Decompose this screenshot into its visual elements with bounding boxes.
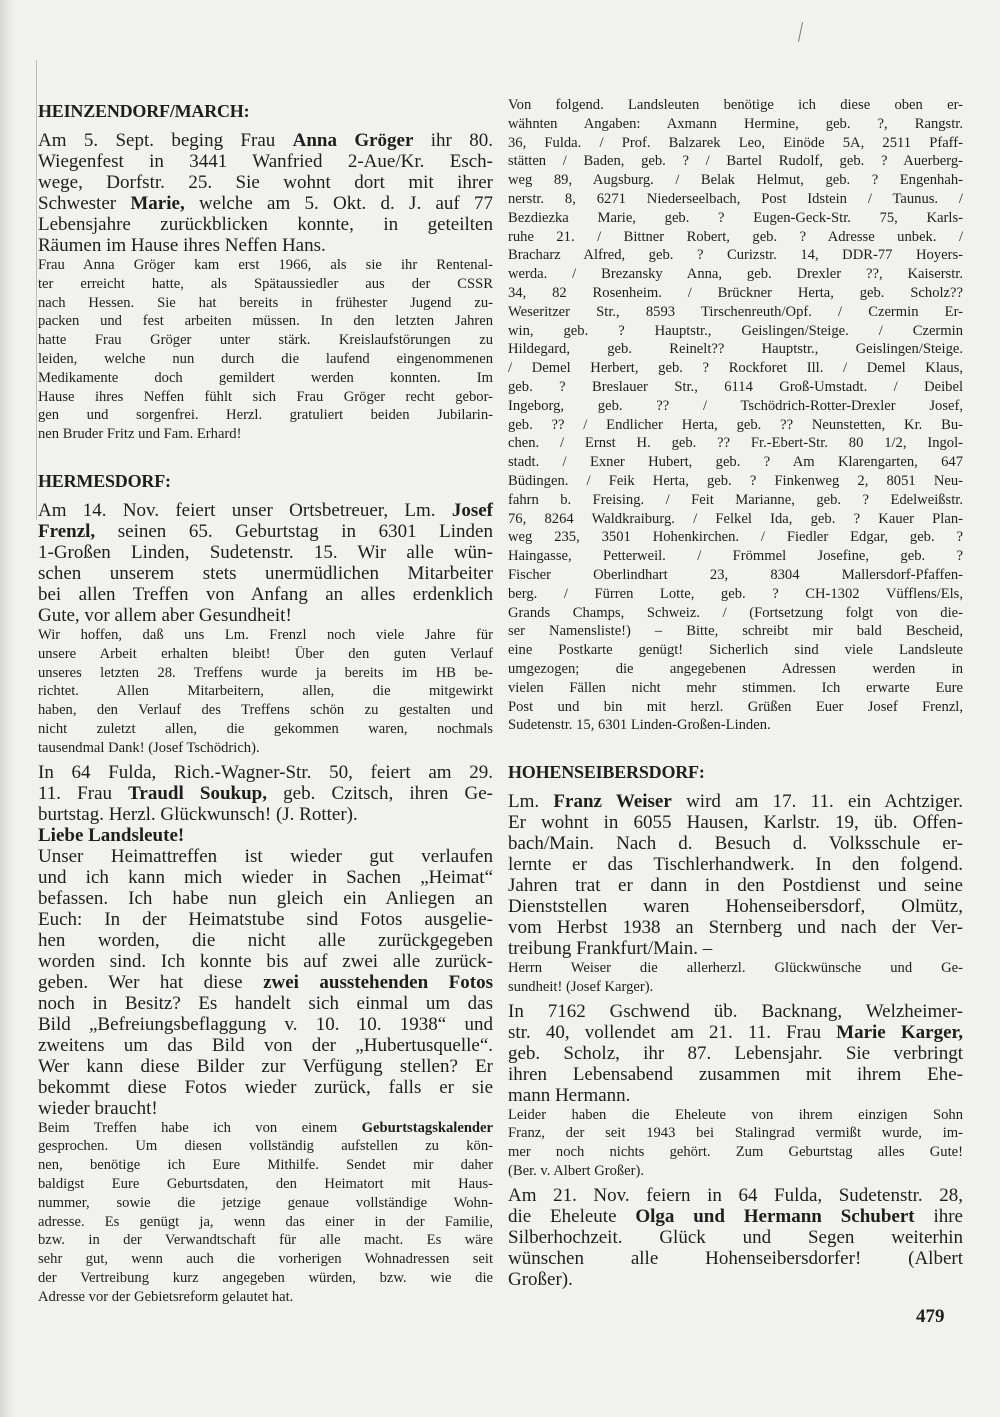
article-section — [38, 100, 493, 444]
text-run: Beim Treffen habe ich von einem — [38, 1119, 362, 1136]
text-line — [38, 193, 493, 214]
text-line — [508, 791, 963, 812]
text-run: vielen Fällen nicht mehr stimmen. Ich erwarte Eure — [508, 679, 963, 696]
text-line — [38, 425, 493, 444]
bold-name: Marie Karger, — [836, 1021, 963, 1043]
text-run: ter erreicht hatte, als Spätaussiedler aus der CSSR — [38, 275, 493, 292]
text-run: nummer, sowie die jetzige genaue vollständige Wohn- — [38, 1194, 493, 1211]
text-run: richtet. Allen Mitarbeitern, allen, die mitgewirkt — [38, 683, 493, 700]
text-run: Dienststellen waren Hohenseibersdorf, Olmütz, — [508, 896, 963, 918]
text-line — [508, 896, 963, 917]
text-run: unseres letzten 28. Treffens wurde ja bereits im HB be- — [38, 664, 493, 681]
bold-name: Josef — [451, 499, 493, 521]
text-run: wünschen alle Hohenseibersdorfer! (Albert — [508, 1247, 963, 1269]
text-line — [508, 1143, 963, 1162]
article-section — [38, 470, 493, 1307]
paragraph-large — [38, 500, 493, 626]
text-run: Büdingen. / Feik Herta, geb. ? Finkenweg 2, 8051 Neu- — [508, 472, 963, 489]
text-line — [38, 388, 493, 407]
text-run: Am 14. Nov. feiert unser Ortsbetreuer, Lm. — [38, 499, 452, 521]
text-run: Ingeborg, geb. ?? / Tschödrich-Rotter-Drexler Josef, — [508, 397, 963, 414]
text-run: Am 21. Nov. feiern in 64 Fulda, Sudetenstr. 28, — [508, 1184, 963, 1206]
text-line — [508, 622, 963, 641]
text-run: unsere Arbeit erhalten bleibt! Über den guten Verlauf — [38, 645, 493, 662]
text-line — [38, 542, 493, 563]
bold-name: Frenzl, — [38, 520, 96, 542]
text-line — [38, 275, 493, 294]
paragraph-small — [38, 626, 493, 758]
text-run: bach/Main. Nach d. Besuch d. Volksschule er- — [508, 833, 963, 855]
text-run: In 64 Fulda, Rich.-Wagner-Str. 50, feiert am 29. — [38, 761, 493, 783]
text-run: welche am 5. Okt. d. J. auf 77 — [184, 193, 493, 214]
paragraph-large — [38, 825, 493, 846]
text-line — [508, 115, 963, 134]
text-run: nen, benötige ich Eure Mithilfe. Sendet mir daher — [38, 1157, 493, 1174]
text-run: weg 235, 3501 Hohenkirchen. / Fiedler Edgar, geb. ? — [508, 529, 963, 546]
text-run: Haingasse, Petterweil. / Frömmel Josefine, geb. ? — [508, 548, 963, 565]
text-run: sundheit! (Josef Karger). — [508, 978, 654, 995]
text-run: ser Namensliste!) – Bitte, schreibt mir bald Bescheid, — [508, 623, 963, 640]
text-run: und ich kann mich wieder in Sachen „Heimat“ — [38, 866, 493, 888]
text-line — [38, 664, 493, 683]
pen-mark — [798, 22, 803, 42]
text-line — [508, 284, 963, 303]
text-line — [508, 472, 963, 491]
text-run: Frau Anna Gröger kam erst 1966, als sie ihr Rentenal- — [38, 257, 493, 273]
text-run: leiden, welche nun durch die laufend eingenommenen — [38, 350, 493, 367]
text-line — [508, 812, 963, 833]
text-run: Am 5. Sept. beging Frau — [38, 130, 293, 151]
scan-fold-line — [36, 60, 37, 520]
text-run: baldigst Eure Geburtsdaten, den Heimatort mit Haus- — [38, 1175, 493, 1192]
paragraph-small — [508, 96, 963, 735]
text-line — [38, 1288, 493, 1307]
text-run: Hause ihres Neffen fühlt sich Frau Gröger recht gebor- — [38, 388, 493, 405]
text-line — [38, 701, 493, 720]
text-run: burtstag. Herzl. Glückwunsch! (J. Rotter). — [38, 803, 358, 825]
right-column — [508, 96, 963, 1290]
text-line — [508, 604, 963, 623]
text-line — [38, 888, 493, 909]
text-run: ihre — [914, 1205, 963, 1227]
text-line — [508, 378, 963, 397]
bold-name: Traudl Soukup, — [128, 782, 267, 804]
paragraph-small — [508, 959, 963, 997]
text-run: berg. / Fürren Lotte, geb. ? CH-1302 Vüfflens/Els, — [508, 585, 963, 602]
text-line — [508, 416, 963, 435]
page-number: 479 — [916, 1306, 945, 1327]
text-run: Grands Champs, Schweiz. / (Fortsetzung folgt von die- — [508, 604, 963, 621]
text-line — [38, 1250, 493, 1269]
text-run: Jahren trat er dann in den Postdienst und seine — [508, 875, 963, 897]
text-line — [508, 209, 963, 228]
text-run: sehr gut, wenn auch die vorherigen Wohnadressen seit — [38, 1251, 493, 1268]
text-line — [38, 312, 493, 331]
text-line — [38, 846, 493, 867]
text-line — [38, 1056, 493, 1077]
text-run: / Demel Herbert, geb. ? Rockforet Ill. / Demel Klaus, — [508, 360, 963, 377]
text-line — [508, 265, 963, 284]
text-run: Sudetenstr. 15, 6301 Linden-Großen-Linden. — [508, 717, 771, 734]
text-line — [38, 867, 493, 888]
text-line — [508, 1043, 963, 1064]
paragraph-small — [508, 1106, 963, 1181]
text-run: Unser Heimattreffen ist wieder gut verlaufen — [38, 845, 493, 867]
text-line — [38, 369, 493, 388]
paragraph-large — [38, 762, 493, 825]
text-line — [508, 875, 963, 896]
bold-name: zwei ausstehenden Fotos — [263, 971, 493, 993]
text-run: ihr 80. — [413, 130, 493, 151]
text-line — [38, 804, 493, 825]
text-line — [38, 151, 493, 172]
text-run: str. 40, vollendet am 21. 11. Frau — [508, 1021, 837, 1043]
text-run: nach Hessen. Sie hat bereits in frühester Jugend zu- — [38, 294, 493, 311]
text-line — [38, 993, 493, 1014]
text-line — [38, 1175, 493, 1194]
text-run: geb. ?? / Endlicher Herta, geb. ?? Neunstetten, Kr. Bu- — [508, 416, 963, 433]
paragraph-large — [38, 846, 493, 1119]
text-run: stätten / Baden, geb. ? / Bartel Rudolf, geb. ? Auerberg- — [508, 153, 963, 170]
text-run: Post und bin mit herzl. Grüßen Euer Josef Frenzl, — [508, 698, 963, 715]
text-line — [508, 528, 963, 547]
bold-name: Liebe Landsleute! — [38, 824, 185, 846]
text-run: vom Herbst 1938 an Sternberg und nach der Ver- — [508, 917, 963, 939]
text-line — [508, 1106, 963, 1125]
text-line — [38, 1156, 493, 1175]
text-run: 36, Fulda. / Prof. Balzarek Leo, Einöde 5A, 2511 Pfaff- — [508, 134, 963, 151]
text-line — [508, 1124, 963, 1143]
paragraph-large — [508, 1185, 963, 1290]
text-line — [38, 235, 493, 256]
text-run: tausendmal Dank! (Josef Tschödrich). — [38, 739, 260, 756]
text-run: Hildegard, geb. Reinelt?? Hauptstr., Geislingen/Steige. — [508, 341, 963, 358]
bold-name: Geburtstagskalender — [361, 1119, 493, 1136]
text-run: ruhe 21. / Bittner Robert, geb. ? Adresse unbek. / — [508, 228, 963, 245]
text-line — [508, 978, 963, 997]
text-run: Franz, der seit 1943 bei Stalingrad vermißt wurde, im- — [508, 1125, 963, 1142]
text-line — [508, 1001, 963, 1022]
article-section — [508, 761, 963, 1290]
text-run: hatte Frau Gröger unter stärk. Kreislaufstörungen zu — [38, 332, 493, 349]
text-run: mann Hermann. — [508, 1084, 631, 1106]
text-line — [508, 303, 963, 322]
text-run: wege, Dorfstr. 25. Sie wohnt dort mit ihrer — [38, 172, 493, 193]
text-run: befassen. Ich habe nun gleich ein Anliegen an — [38, 887, 493, 909]
text-line — [508, 660, 963, 679]
text-line — [508, 641, 963, 660]
text-run: Bracharz Alfred, geb. ? Curizstr. 14, DDR-77 Hoyers- — [508, 247, 963, 264]
text-run: wieder braucht! — [38, 1097, 158, 1119]
text-run: die Eheleute — [508, 1205, 636, 1227]
text-line — [508, 1227, 963, 1248]
text-line — [508, 1269, 963, 1290]
text-line — [508, 96, 963, 115]
text-line — [508, 854, 963, 875]
text-line — [508, 359, 963, 378]
text-line — [38, 350, 493, 369]
text-line — [38, 331, 493, 350]
text-run: werda. / Brezansky Anna, geb. Drexler ??, Kaiserstr. — [508, 266, 963, 283]
text-run: noch in Besitz? Es handelt sich einmal um das — [38, 992, 493, 1014]
text-run: In 7162 Gschwend üb. Backnang, Welzheimer- — [508, 1000, 963, 1022]
text-line — [508, 134, 963, 153]
text-line — [508, 1162, 963, 1181]
text-line — [508, 833, 963, 854]
text-line — [38, 1213, 493, 1232]
text-line — [38, 1077, 493, 1098]
text-line — [38, 1137, 493, 1156]
text-line — [38, 1231, 493, 1250]
text-line — [38, 783, 493, 804]
text-line — [38, 626, 493, 645]
text-run: geb. Czitsch, ihren Ge- — [267, 782, 493, 804]
text-run: zweitens um das Bild von der „Hubertusquelle“. — [38, 1034, 493, 1056]
left-column — [38, 100, 493, 1307]
paragraph-large — [508, 791, 963, 959]
text-line — [38, 294, 493, 313]
text-run: 76, 8264 Waldkraiburg. / Felkel Ida, geb. ? Kauer Plan- — [508, 510, 963, 527]
text-run: gen und sorgenfrei. Herzl. gratuliert beiden Jubilarin- — [38, 407, 493, 424]
text-run: Bezdiezka Marie, geb. ? Eugen-Geck-Str. 75, Karls- — [508, 209, 963, 226]
text-run: geb. Scholz, ihr 87. Lebensjahr. Sie verbringt — [508, 1042, 963, 1064]
text-run: der Vertreibung kurz angegeben würden, bzw. wie die — [38, 1269, 493, 1286]
text-line — [508, 491, 963, 510]
text-run: packen und fest arbeiten müssen. In den letzten Jahren — [38, 313, 493, 330]
section-heading: HEINZENDORF/MARCH: — [38, 101, 250, 121]
text-run: ihren Lebensabend zusammen mit ihrem Ehe- — [508, 1063, 963, 1085]
paragraph-small — [38, 1119, 493, 1307]
text-run: Wiegenfest in 3441 Wanfried 2-Aue/Kr. Esch- — [38, 151, 493, 172]
text-line — [38, 172, 493, 193]
text-line — [38, 406, 493, 425]
text-run: Herrn Weiser die allerherzl. Glückwünsche und Ge- — [508, 960, 963, 977]
text-run: bei allen Treffen von Anfang an alles erdenklich — [38, 583, 493, 605]
text-run: schen unserem stets unermüdlichen Mitarbeiter — [38, 562, 493, 584]
text-line — [38, 1194, 493, 1213]
text-run: stadt. / Exner Hubert, geb. ? Am Klarengarten, 647 — [508, 454, 963, 471]
text-line — [508, 716, 963, 735]
text-line — [508, 566, 963, 585]
section-heading: HOHENSEIBERSDORF: — [508, 762, 705, 783]
text-run: lernte er das Tischlerhandwerk. In den folgend. — [508, 854, 963, 876]
text-line — [508, 1064, 963, 1085]
text-line — [38, 930, 493, 951]
text-run: fahrn b. Freising. / Feit Marianne, geb. ? Edelweißstr. — [508, 491, 963, 508]
text-run: hen worden, die nicht alle zurückgegeben — [38, 929, 493, 951]
text-line — [508, 434, 963, 453]
text-run: weg 89, Augsburg. / Belak Helmut, geb. ? Engenhah- — [508, 172, 963, 189]
text-run: adresse. Es genügt ja, wenn das einer in der Familie, — [38, 1213, 493, 1230]
text-line — [38, 1035, 493, 1056]
text-line — [38, 584, 493, 605]
text-line — [508, 547, 963, 566]
text-line — [38, 762, 493, 783]
text-line — [508, 453, 963, 472]
text-run: nerstr. 8, 6271 Niederseelbach, Post Idstein / Taunus. / — [508, 190, 963, 207]
text-run: mer noch nichts gehört. Zum Geburtstag alles Gute! — [508, 1144, 963, 1161]
text-line — [38, 909, 493, 930]
text-run: nen Bruder Fritz und Fam. Erhard! — [38, 426, 242, 443]
text-line — [508, 340, 963, 359]
text-run: Adresse vor der Gebietsreform gelautet hat. — [38, 1288, 294, 1305]
bold-name: Olga und Hermann Schubert — [635, 1205, 915, 1227]
text-line — [508, 1248, 963, 1269]
text-line — [38, 739, 493, 758]
text-line — [38, 214, 493, 235]
text-run: bekommt diese Fotos wieder zurück, falls er sie — [38, 1076, 493, 1098]
text-line — [38, 1119, 493, 1138]
article-section — [508, 96, 963, 735]
text-line — [508, 246, 963, 265]
text-line — [508, 917, 963, 938]
text-run: Bild „Befreiungsbeflaggung v. 10. 10. 1938“ und — [38, 1013, 493, 1035]
bold-name: Franz Weiser — [553, 791, 672, 813]
text-line — [508, 959, 963, 978]
text-line — [38, 130, 493, 151]
text-line — [38, 500, 493, 521]
text-run: Von folgend. Landsleuten benötige ich diese oben er- — [508, 97, 963, 113]
paragraph-large — [508, 1001, 963, 1106]
text-run: seinen 65. Geburtstag in 6301 Linden — [95, 520, 493, 542]
text-run: Lebensjahre zurückblicken konnte, in geteilten — [38, 214, 493, 235]
text-run: Großer). — [508, 1268, 573, 1290]
text-run: Er wohnt in 6055 Hausen, Karlstr. 19, üb. Offen- — [508, 812, 963, 834]
text-line — [38, 825, 493, 846]
text-line — [508, 510, 963, 529]
text-run: Schwester — [38, 193, 131, 214]
text-line — [38, 605, 493, 626]
text-run: eine Postkarte genügt! Sicherlich sind viele Landsleute — [508, 642, 963, 659]
text-run: Fischer Oberlindhart 23, 8304 Mallersdorf-Pfaffen- — [508, 566, 963, 583]
text-line — [508, 585, 963, 604]
text-line — [38, 1014, 493, 1035]
text-run: Euch: In der Heimatstube sind Fotos ausgelie- — [38, 908, 493, 930]
text-run: Medikamente doch gemildert werden konnten. Im — [38, 369, 493, 386]
text-run: worden sind. Ich konnte bis auf zwei alle zurück- — [38, 950, 493, 972]
text-run: geb. ? Breslauer Str., 6114 Groß-Umstadt. / Deibel — [508, 378, 963, 395]
text-run: (Ber. v. Albert Großer). — [508, 1163, 645, 1180]
text-run: Lm. — [508, 791, 554, 813]
text-line — [508, 1022, 963, 1043]
section-heading: HERMESDORF: — [38, 470, 171, 491]
text-line — [508, 938, 963, 959]
text-line — [508, 190, 963, 209]
text-line — [38, 951, 493, 972]
text-run: 1-Großen Linden, Sudetenstr. 15. Wir alle wün- — [38, 541, 493, 563]
text-run: Gute, vor allem aber Gesundheit! — [38, 604, 292, 626]
text-run: umgezogen; die angegebenen Adressen werden in — [508, 660, 963, 677]
text-line — [38, 720, 493, 739]
text-line — [38, 521, 493, 542]
bold-name: Marie, — [130, 193, 185, 214]
text-run: wird am 17. 11. ein Achtziger. — [671, 791, 963, 813]
text-run: win, geb. ? Hauptstr., Geislingen/Steige. / Czermin — [508, 322, 963, 339]
text-run: gesprochen. Um diesen vollständig aufstellen zu kön- — [38, 1138, 493, 1155]
text-line — [38, 972, 493, 993]
text-run: Wer kann diese Bilder zur Verfügung stellen? Er — [38, 1055, 493, 1077]
text-run: Wir hoffen, daß uns Lm. Frenzl noch viele Jahre für — [38, 626, 493, 643]
text-line — [508, 698, 963, 717]
text-line — [508, 171, 963, 190]
text-run: geben. Wer hat diese — [38, 971, 264, 993]
paragraph-large — [38, 130, 493, 256]
bold-name: Anna Gröger — [292, 130, 414, 151]
text-run: Silberhochzeit. Glück und Segen weiterhin — [508, 1226, 963, 1248]
text-run: Leider haben die Eheleute von ihrem einzigen Sohn — [508, 1106, 963, 1123]
text-line — [38, 1098, 493, 1119]
text-line — [508, 322, 963, 341]
text-run: haben, den Verlauf des Treffens schön zu gestalten und — [38, 702, 493, 719]
text-line — [508, 679, 963, 698]
text-line — [38, 256, 493, 275]
text-line — [508, 1206, 963, 1227]
paragraph-small — [38, 256, 493, 444]
text-run: bzw. in der Verwandtschaft für alle macht. Es wäre — [38, 1232, 493, 1249]
text-run: nicht zuletzt allen, die gekommen waren, nochmals — [38, 720, 493, 737]
page-edge-shadow — [0, 0, 14, 1417]
text-line — [38, 1269, 493, 1288]
text-run: 11. Frau — [38, 782, 129, 804]
text-line — [508, 152, 963, 171]
text-run: Weseritzer Str., 8593 Tirschenreuth/Opf. / Czermin Er- — [508, 303, 963, 320]
text-line — [508, 1085, 963, 1106]
text-line — [508, 228, 963, 247]
text-run: treibung Frankfurt/Main. – — [508, 938, 713, 960]
text-run: chen. / Ernst H. geb. ?? Fr.-Ebert-Str. 80 1/2, Ingol- — [508, 435, 963, 452]
text-line — [38, 563, 493, 584]
text-line — [38, 682, 493, 701]
text-line — [38, 645, 493, 664]
text-run: wähnten Angaben: Axmann Hermine, geb. ?, Rangstr. — [508, 115, 963, 132]
text-line — [508, 397, 963, 416]
text-run: 34, 82 Rosenheim. / Brückner Herta, geb. Scholz?? — [508, 284, 963, 301]
text-run: Räumen im Hause ihres Neffen Hans. — [38, 235, 326, 256]
text-line — [508, 1185, 963, 1206]
